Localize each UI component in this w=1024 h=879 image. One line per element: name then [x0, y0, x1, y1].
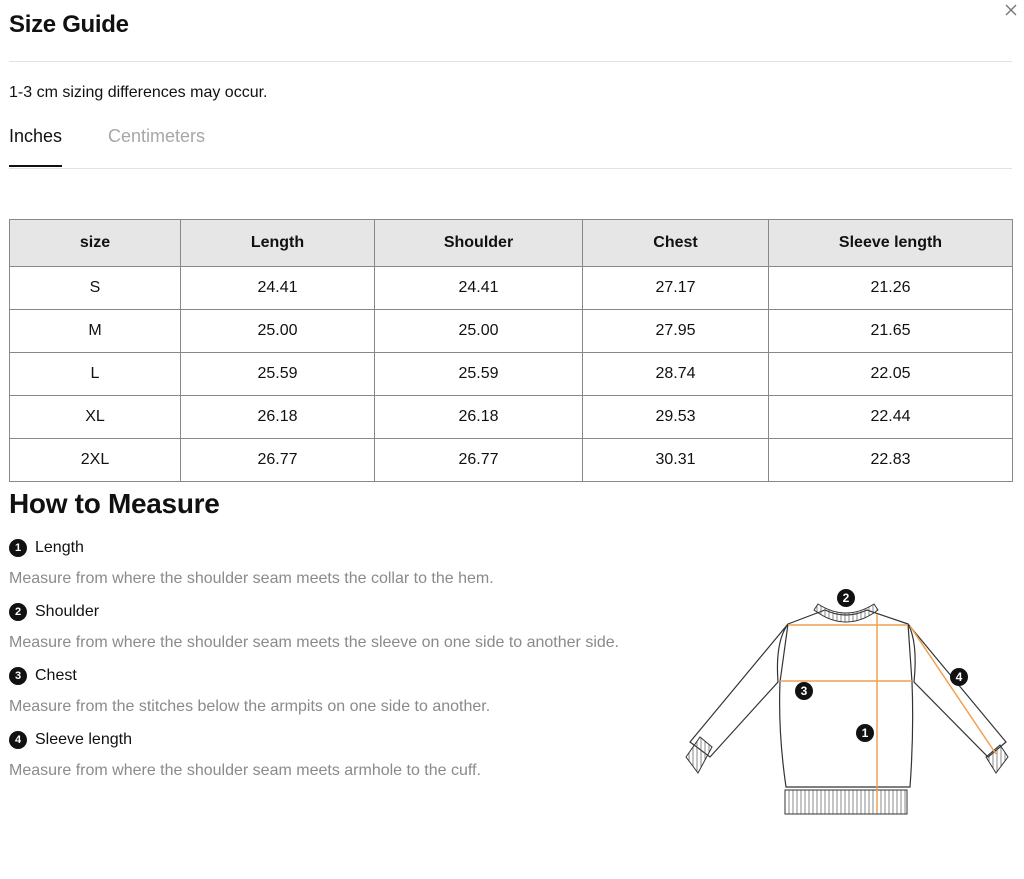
table-cell: 24.41 — [181, 267, 375, 310]
table-cell: 25.00 — [181, 310, 375, 353]
step-description: Measure from the stitches below the armpits on one side to another. — [9, 698, 491, 715]
table-cell: 22.05 — [769, 353, 1013, 396]
table-cell: 26.77 — [375, 439, 583, 482]
tab-inches[interactable]: Inches — [9, 126, 62, 157]
step-description: Measure from where the shoulder seam meets the collar to the hem. — [9, 570, 494, 587]
table-cell: 24.41 — [375, 267, 583, 310]
number-circle-icon: 3 — [9, 667, 27, 685]
step-description: Measure from where the shoulder seam meets the sleeve on one side to another side. — [9, 634, 620, 651]
number-circle-icon: 2 — [9, 603, 27, 621]
table-cell: L — [10, 353, 181, 396]
modal-title: Size Guide — [9, 11, 129, 38]
step-length — [9, 539, 494, 588]
unit-tabs — [9, 126, 1012, 169]
hem — [785, 790, 907, 814]
step-chest — [9, 667, 490, 716]
sizing-note: 1-3 cm sizing differences may occur. — [9, 84, 268, 101]
header-size: size — [10, 220, 181, 267]
marker-3 — [795, 682, 813, 700]
marker-4 — [950, 668, 968, 686]
how-to-measure-heading: How to Measure — [9, 488, 220, 519]
step-sleeve-length — [9, 731, 481, 780]
table-cell: M — [10, 310, 181, 353]
header-chest: Chest — [583, 220, 769, 267]
left-sleeve — [690, 624, 788, 757]
table-row — [10, 310, 1013, 353]
svg-text:4: 4 — [955, 670, 963, 684]
number-circle-icon: 4 — [9, 731, 27, 749]
table-row — [10, 396, 1013, 439]
close-icon[interactable] — [1003, 2, 1019, 18]
table-cell: S — [10, 267, 181, 310]
header-sleeve-length: Sleeve length — [769, 220, 1013, 267]
size-table — [9, 219, 1013, 482]
table-cell: 21.26 — [769, 267, 1013, 310]
table-cell: 27.17 — [583, 267, 769, 310]
table-cell: 25.00 — [375, 310, 583, 353]
number-circle-icon: 1 — [9, 539, 27, 557]
svg-text:1: 1 — [861, 726, 869, 740]
header-length: Length — [181, 220, 375, 267]
table-cell: 25.59 — [375, 353, 583, 396]
table-cell: 26.77 — [181, 439, 375, 482]
step-label: Sleeve length — [35, 731, 132, 748]
table-cell: 27.95 — [583, 310, 769, 353]
table-cell: 26.18 — [375, 396, 583, 439]
tab-centimeters[interactable]: Centimeters — [108, 126, 206, 146]
table-cell: 29.53 — [583, 396, 769, 439]
table-cell: 2XL — [10, 439, 181, 482]
table-header-row — [10, 220, 1013, 267]
table-cell: 28.74 — [583, 353, 769, 396]
step-label: Chest — [35, 667, 77, 684]
marker-2 — [837, 589, 855, 607]
marker-1 — [856, 724, 874, 742]
table-cell: 21.65 — [769, 310, 1013, 353]
table-cell: XL — [10, 396, 181, 439]
table-row — [10, 267, 1013, 310]
step-label: Length — [35, 539, 84, 556]
header-shoulder: Shoulder — [375, 220, 583, 267]
sweater-diagram — [680, 582, 1020, 822]
header-divider — [9, 61, 1012, 62]
table-cell: 22.83 — [769, 439, 1013, 482]
table-cell: 25.59 — [181, 353, 375, 396]
svg-text:3: 3 — [800, 684, 808, 698]
step-shoulder — [9, 603, 619, 652]
table-cell: 30.31 — [583, 439, 769, 482]
table-row — [10, 439, 1013, 482]
step-label: Shoulder — [35, 603, 100, 620]
table-row — [10, 353, 1013, 396]
table-cell: 22.44 — [769, 396, 1013, 439]
table-cell: 26.18 — [181, 396, 375, 439]
svg-text:2: 2 — [842, 591, 850, 605]
step-description: Measure from where the shoulder seam meets armhole to the cuff. — [9, 762, 481, 779]
